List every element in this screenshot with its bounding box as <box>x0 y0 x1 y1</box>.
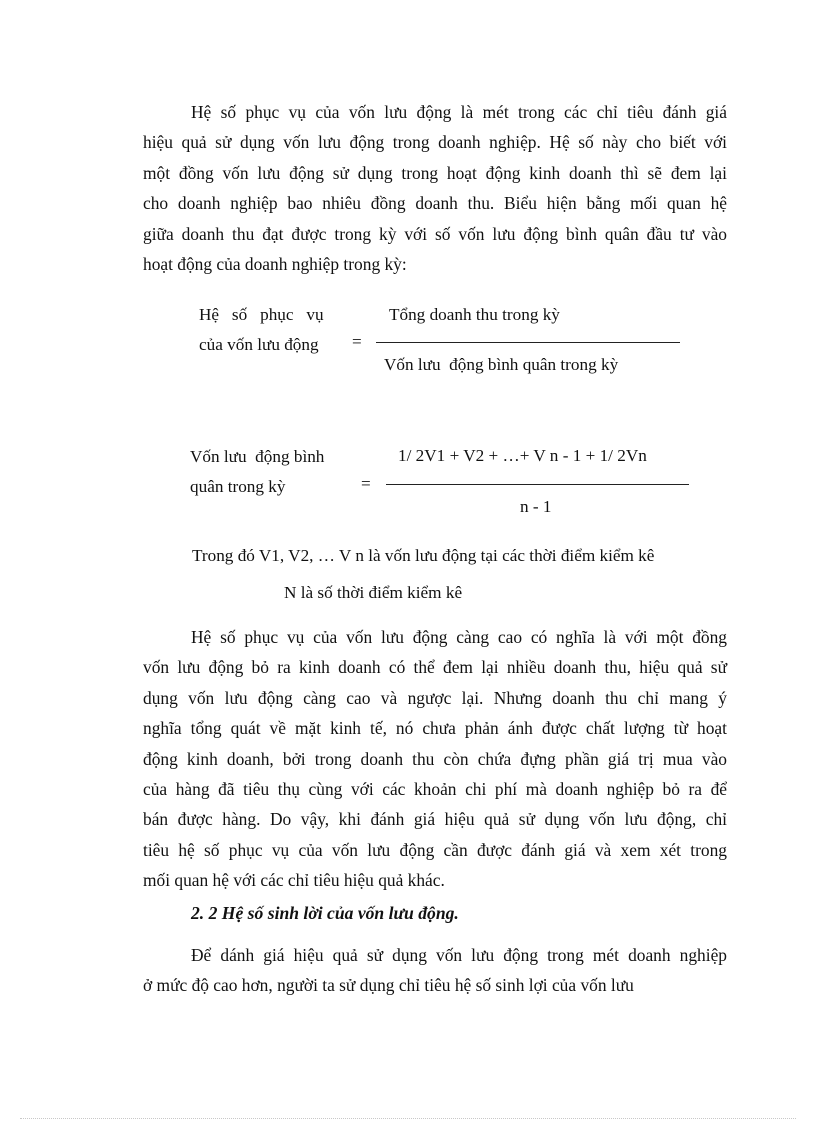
paragraph-1 <box>143 97 727 279</box>
paragraph-3 <box>143 940 727 1001</box>
paragraph-line: vốn lưu động bỏ ra kinh doanh có thể đem lại nhiều doanh thu, hiệu quả sử <box>143 657 727 678</box>
formula-1-left-line-2: của vốn lưu động <box>199 335 319 354</box>
formula-2-numerator: 1/ 2V1 + V2 + …+ V n - 1 + 1/ 2Vn <box>398 446 647 465</box>
section-heading: 2. 2 Hệ số sinh lời của vốn lưu động. <box>191 903 459 923</box>
paragraph-line: cho doanh nghiệp bao nhiêu đồng doanh thu. Biểu hiện bằng mối quan hệ <box>143 193 727 214</box>
formula-2-equals: = <box>361 474 371 493</box>
paragraph-line: giữa doanh thu đạt được trong kỳ với số vốn lưu động bình quân đầu tư vào <box>143 223 727 244</box>
paragraph-line: bán được hàng. Do vậy, khi đánh giá hiệu quả sử dụng vốn lưu động, chỉ <box>143 809 727 830</box>
paragraph-line: nghĩa tổng quát về mặt kinh tế, nó chưa phản ánh được chất lượng từ hoạt <box>143 718 727 739</box>
formula-2-fraction-bar <box>386 484 689 485</box>
paragraph-line: Để dánh giá hiệu quả sử dụng vốn lưu động trong mét doanh nghiệp <box>191 945 727 965</box>
paragraph-line: ở mức độ cao hơn, người ta sử dụng chỉ tiêu hệ số sinh lợi của vốn lưu <box>143 975 634 996</box>
formula-2-left-line-2: quân trong kỳ <box>190 477 286 496</box>
paragraph-line: mối quan hệ với các chỉ tiêu hiệu quả khác. <box>143 870 445 891</box>
paragraph-line: tiêu hệ số phục vụ của vốn lưu động cần được đánh giá và xem xét trong <box>143 839 727 860</box>
paragraph-2 <box>143 622 727 896</box>
note-line-1: Trong đó V1, V2, … V n là vốn lưu động tại các thời điểm kiểm kê <box>192 546 655 565</box>
note-line-2: N là số thời điểm kiểm kê <box>284 583 463 602</box>
formula-1-equals: = <box>352 332 362 351</box>
paragraph-line: một đồng vốn lưu động sử dụng trong hoạt động kinh doanh thì sẽ đem lại <box>143 162 727 183</box>
formula-2-left-line-1: Vốn lưu động bình <box>190 447 325 466</box>
paragraph-line: dụng vốn lưu động càng cao và ngược lại. Nhưng doanh thu chỉ mang ý <box>143 687 727 708</box>
paragraph-line: hoạt động của doanh nghiệp trong kỳ: <box>143 253 407 274</box>
paragraph-line: hiệu quả sử dụng vốn lưu động trong doanh nghiệp. Hệ số này cho biết với <box>143 132 727 153</box>
paragraph-line: động kinh doanh, bởi trong doanh thu còn chứa đựng phần giá trị mua vào <box>143 748 727 769</box>
formula-1-fraction-bar <box>376 342 680 343</box>
paragraph-line: Hệ số phục vụ của vốn lưu động càng cao có nghĩa là với một đồng <box>191 627 727 647</box>
formula-1-numerator: Tổng doanh thu trong kỳ <box>389 305 560 324</box>
formula-1-left-line-1: Hệ số phục vụ <box>199 305 324 324</box>
formula-1-denominator: Vốn lưu động bình quân trong kỳ <box>384 355 619 374</box>
page-footer-divider <box>20 1118 796 1119</box>
formula-2-denominator: n - 1 <box>520 497 552 516</box>
paragraph-line: của hàng đã tiêu thụ cùng với các khoản chi phí mà doanh nghiệp bỏ ra để <box>143 778 727 799</box>
paragraph-line: Hệ số phục vụ của vốn lưu động là mét trong các chỉ tiêu đánh giá <box>191 102 727 122</box>
